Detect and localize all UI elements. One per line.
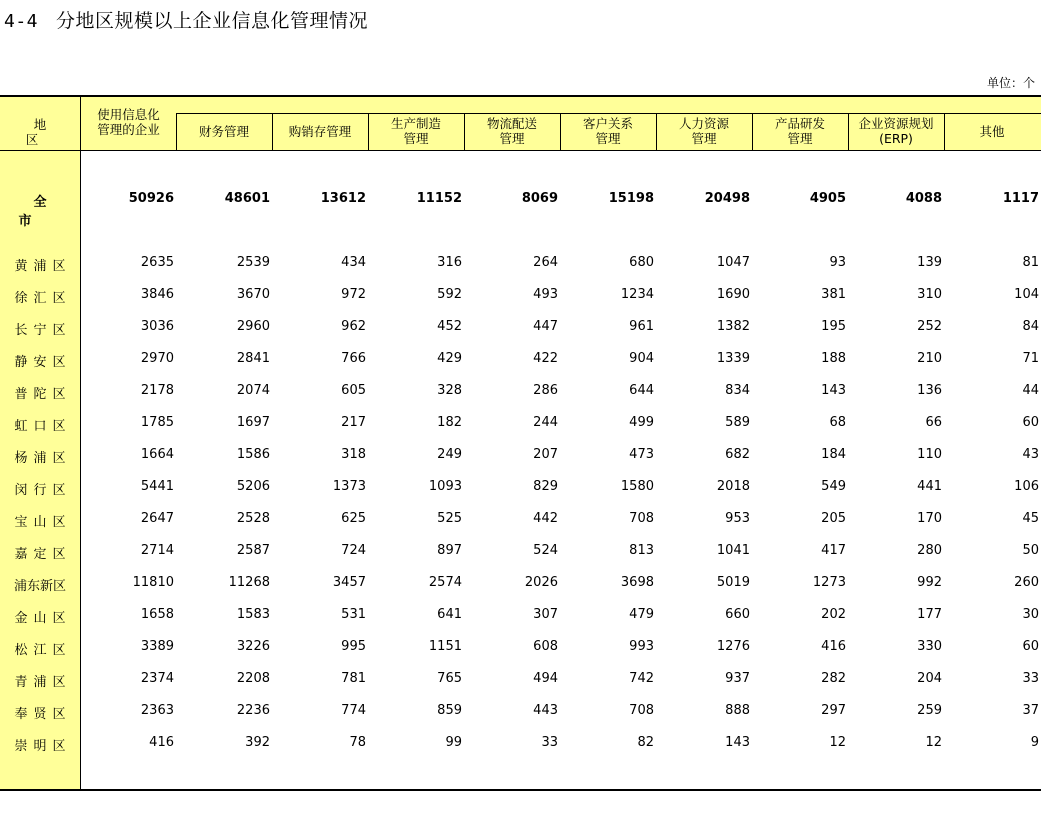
cell-value: 381 [821, 287, 846, 302]
table-row [0, 351, 1041, 383]
cell-value: 3846 [140, 287, 174, 302]
cell-value: 781 [341, 671, 366, 686]
cell-value: 589 [725, 415, 750, 430]
header-column-text: 其他 [979, 124, 1005, 139]
cell-value: 479 [629, 607, 654, 622]
header-column-text: 管理 [595, 131, 621, 146]
region-name: 浦东新区 [13, 579, 66, 594]
cell-value: 20498 [704, 191, 750, 206]
cell-value: 217 [341, 415, 366, 430]
cell-value: 81 [1022, 255, 1039, 270]
cell-value: 4088 [905, 191, 942, 206]
cell-value: 177 [917, 607, 942, 622]
table-top-rule [0, 95, 1041, 97]
header-column-9 [944, 124, 1040, 139]
cell-value: 12 [925, 735, 942, 750]
header-column-7 [752, 116, 848, 146]
cell-value: 282 [821, 671, 846, 686]
cell-value: 244 [533, 415, 558, 430]
table-bottom-rule [0, 789, 1041, 791]
cell-value: 660 [725, 607, 750, 622]
cell-value: 210 [917, 351, 942, 366]
cell-value: 1273 [812, 575, 846, 590]
cell-value: 2647 [140, 511, 174, 526]
cell-value: 834 [725, 383, 750, 398]
cell-value: 1658 [140, 607, 174, 622]
cell-value: 1047 [716, 255, 750, 270]
cell-value: 2841 [236, 351, 270, 366]
cell-value: 644 [629, 383, 654, 398]
cell-value: 45 [1022, 511, 1039, 526]
cell-value: 260 [1014, 575, 1039, 590]
cell-value: 829 [533, 479, 558, 494]
cell-value: 93 [829, 255, 846, 270]
cell-value: 447 [533, 319, 558, 334]
cell-value: 441 [917, 479, 942, 494]
cell-value: 188 [821, 351, 846, 366]
header-column-text: 生产制造 [390, 116, 441, 131]
region-name: 崇明区 [14, 739, 72, 754]
region-name: 虹口区 [14, 419, 72, 434]
cell-value: 143 [725, 735, 750, 750]
header-column-text: 管理 [403, 131, 429, 146]
header-column-4 [464, 116, 560, 146]
cell-value: 11810 [132, 575, 174, 590]
cell-value: 2528 [236, 511, 270, 526]
cell-value: 50 [1022, 543, 1039, 558]
cell-value: 434 [341, 255, 366, 270]
cell-value: 249 [437, 447, 462, 462]
region-name: 奉贤区 [14, 707, 72, 722]
cell-value: 2970 [140, 351, 174, 366]
cell-value: 259 [917, 703, 942, 718]
cell-value: 68 [829, 415, 846, 430]
cell-value: 5441 [140, 479, 174, 494]
header-total [81, 107, 176, 137]
header-column-6 [656, 116, 752, 146]
region-name: 静安区 [14, 355, 72, 370]
table-row [0, 671, 1041, 703]
region-name: 黄浦区 [14, 259, 72, 274]
cell-value: 12 [829, 735, 846, 750]
cell-value: 417 [821, 543, 846, 558]
cell-value: 766 [341, 351, 366, 366]
cell-value: 205 [821, 511, 846, 526]
cell-value: 1583 [236, 607, 270, 622]
cell-value: 2374 [140, 671, 174, 686]
region-name: 杨浦区 [14, 451, 72, 466]
cell-value: 106 [1014, 479, 1039, 494]
cell-value: 2208 [236, 671, 270, 686]
header-column-text: 物流配送 [486, 116, 537, 131]
cell-value: 953 [725, 511, 750, 526]
cell-value: 182 [437, 415, 462, 430]
cell-value: 202 [821, 607, 846, 622]
cell-value: 473 [629, 447, 654, 462]
cell-value: 1041 [716, 543, 750, 558]
header-subline [176, 113, 1041, 114]
cell-value: 297 [821, 703, 846, 718]
cell-value: 993 [629, 639, 654, 654]
cell-value: 2587 [236, 543, 270, 558]
cell-value: 416 [821, 639, 846, 654]
cell-value: 50926 [128, 191, 174, 206]
cell-value: 2074 [236, 383, 270, 398]
cell-value: 904 [629, 351, 654, 366]
region-name: 嘉定区 [14, 547, 72, 562]
header-total-line1: 使用信息化 [97, 107, 160, 122]
table-row [0, 735, 1041, 767]
header-column-text: 财务管理 [198, 124, 249, 139]
region-name: 普陀区 [14, 387, 72, 402]
cell-value: 592 [437, 287, 462, 302]
cell-value: 136 [917, 383, 942, 398]
header-column-2 [272, 124, 368, 139]
cell-value: 3698 [620, 575, 654, 590]
cell-value: 641 [437, 607, 462, 622]
table-row [0, 607, 1041, 639]
table-number: 4-4 [4, 11, 39, 32]
cell-value: 493 [533, 287, 558, 302]
cell-value: 2714 [140, 543, 174, 558]
cell-value: 110 [917, 447, 942, 462]
cell-value: 252 [917, 319, 942, 334]
cell-value: 1117 [1002, 191, 1039, 206]
cell-value: 2635 [140, 255, 174, 270]
cell-value: 392 [245, 735, 270, 750]
cell-value: 82 [637, 735, 654, 750]
cell-value: 1785 [140, 415, 174, 430]
region-name: 长宁区 [14, 323, 72, 338]
cell-value: 66 [925, 415, 942, 430]
header-column-text: 企业资源规划 [858, 116, 934, 131]
page-title [4, 6, 368, 33]
cell-value: 60 [1022, 415, 1039, 430]
cell-value: 3457 [332, 575, 366, 590]
table-row [0, 447, 1041, 479]
cell-value: 443 [533, 703, 558, 718]
cell-value: 494 [533, 671, 558, 686]
cell-value: 531 [341, 607, 366, 622]
cell-value: 1580 [620, 479, 654, 494]
cell-value: 143 [821, 383, 846, 398]
cell-value: 995 [341, 639, 366, 654]
table-row [0, 319, 1041, 351]
cell-value: 1382 [716, 319, 750, 334]
cell-value: 307 [533, 607, 558, 622]
cell-value: 774 [341, 703, 366, 718]
cell-value: 765 [437, 671, 462, 686]
header-column-text: 管理 [691, 131, 717, 146]
cell-value: 318 [341, 447, 366, 462]
cell-value: 3226 [236, 639, 270, 654]
region-name: 松江区 [14, 643, 72, 658]
cell-value: 422 [533, 351, 558, 366]
cell-value: 33 [541, 735, 558, 750]
cell-value: 859 [437, 703, 462, 718]
table-title: 分地区规模以上企业信息化管理情况 [56, 10, 369, 32]
cell-value: 742 [629, 671, 654, 686]
cell-value: 724 [341, 543, 366, 558]
cell-value: 442 [533, 511, 558, 526]
cell-value: 2539 [236, 255, 270, 270]
cell-value: 3389 [140, 639, 174, 654]
cell-value: 184 [821, 447, 846, 462]
header-column-1 [176, 124, 272, 139]
region-name: 闵行区 [14, 483, 72, 498]
header-column-text: (ERP) [879, 131, 913, 146]
cell-value: 992 [917, 575, 942, 590]
cell-value: 524 [533, 543, 558, 558]
cell-value: 2960 [236, 319, 270, 334]
cell-value: 416 [149, 735, 174, 750]
header-column-5 [560, 116, 656, 146]
cell-value: 972 [341, 287, 366, 302]
cell-value: 3036 [140, 319, 174, 334]
cell-value: 8069 [521, 191, 558, 206]
cell-value: 2178 [140, 383, 174, 398]
cell-value: 71 [1022, 351, 1039, 366]
cell-value: 195 [821, 319, 846, 334]
cell-value: 104 [1014, 287, 1039, 302]
table-row [0, 703, 1041, 735]
cell-value: 813 [629, 543, 654, 558]
total-row [0, 191, 1041, 229]
cell-value: 1586 [236, 447, 270, 462]
cell-value: 60 [1022, 639, 1039, 654]
header-column-8 [848, 116, 944, 146]
cell-value: 5019 [716, 575, 750, 590]
cell-value: 2363 [140, 703, 174, 718]
cell-value: 99 [445, 735, 462, 750]
cell-value: 2018 [716, 479, 750, 494]
header-column-text: 购销存管理 [288, 124, 352, 139]
cell-value: 5206 [236, 479, 270, 494]
cell-value: 264 [533, 255, 558, 270]
region-name: 金山区 [14, 611, 72, 626]
region-name: 徐汇区 [14, 291, 72, 306]
cell-value: 4905 [809, 191, 846, 206]
cell-value: 1690 [716, 287, 750, 302]
data-table [0, 95, 1041, 791]
header-column-text: 客户关系 [582, 116, 633, 131]
cell-value: 680 [629, 255, 654, 270]
cell-value: 15198 [608, 191, 654, 206]
cell-value: 549 [821, 479, 846, 494]
cell-value: 2574 [428, 575, 462, 590]
cell-value: 1234 [620, 287, 654, 302]
cell-value: 499 [629, 415, 654, 430]
header-region: 地 区 [25, 117, 63, 147]
cell-value: 937 [725, 671, 750, 686]
table-row [0, 287, 1041, 319]
cell-value: 452 [437, 319, 462, 334]
table-row [0, 255, 1041, 287]
cell-value: 897 [437, 543, 462, 558]
cell-value: 280 [917, 543, 942, 558]
table-row [0, 415, 1041, 447]
cell-value: 44 [1022, 383, 1039, 398]
header-column-text: 管理 [787, 131, 813, 146]
cell-value: 316 [437, 255, 462, 270]
cell-value: 1664 [140, 447, 174, 462]
cell-value: 1373 [332, 479, 366, 494]
cell-value: 207 [533, 447, 558, 462]
cell-value: 13612 [320, 191, 366, 206]
header-column-text: 管理 [499, 131, 525, 146]
region-name: 全市 [18, 195, 77, 229]
cell-value: 204 [917, 671, 942, 686]
cell-value: 1339 [716, 351, 750, 366]
header-total-line2: 管理的企业 [97, 122, 160, 137]
cell-value: 961 [629, 319, 654, 334]
cell-value: 11268 [228, 575, 270, 590]
table-row [0, 383, 1041, 415]
cell-value: 30 [1022, 607, 1039, 622]
cell-value: 1276 [716, 639, 750, 654]
region-name: 青浦区 [14, 675, 72, 690]
cell-value: 608 [533, 639, 558, 654]
cell-value: 78 [349, 735, 366, 750]
header-column-text: 人力资源 [678, 116, 729, 131]
cell-value: 708 [629, 703, 654, 718]
cell-value: 605 [341, 383, 366, 398]
region-name: 宝山区 [14, 515, 72, 530]
cell-value: 37 [1022, 703, 1039, 718]
cell-value: 9 [1030, 735, 1039, 750]
cell-value: 84 [1022, 319, 1039, 334]
cell-value: 429 [437, 351, 462, 366]
cell-value: 328 [437, 383, 462, 398]
cell-value: 1151 [428, 639, 462, 654]
cell-value: 2026 [524, 575, 558, 590]
cell-value: 33 [1022, 671, 1039, 686]
cell-value: 2236 [236, 703, 270, 718]
cell-value: 48601 [224, 191, 270, 206]
cell-value: 888 [725, 703, 750, 718]
header-column-text: 产品研发 [774, 116, 825, 131]
unit-label: 单位：个 [986, 76, 1035, 90]
header-bottom-rule [0, 150, 1041, 151]
table-row [0, 543, 1041, 575]
cell-value: 708 [629, 511, 654, 526]
cell-value: 3670 [236, 287, 270, 302]
header-column-3 [368, 116, 464, 146]
table-row [0, 511, 1041, 543]
cell-value: 682 [725, 447, 750, 462]
cell-value: 310 [917, 287, 942, 302]
cell-value: 139 [917, 255, 942, 270]
table-row [0, 639, 1041, 671]
cell-value: 625 [341, 511, 366, 526]
cell-value: 1697 [236, 415, 270, 430]
cell-value: 11152 [416, 191, 462, 206]
cell-value: 286 [533, 383, 558, 398]
cell-value: 525 [437, 511, 462, 526]
cell-value: 962 [341, 319, 366, 334]
table-row [0, 479, 1041, 511]
cell-value: 330 [917, 639, 942, 654]
cell-value: 170 [917, 511, 942, 526]
cell-value: 43 [1022, 447, 1039, 462]
cell-value: 1093 [428, 479, 462, 494]
table-row [0, 575, 1041, 607]
